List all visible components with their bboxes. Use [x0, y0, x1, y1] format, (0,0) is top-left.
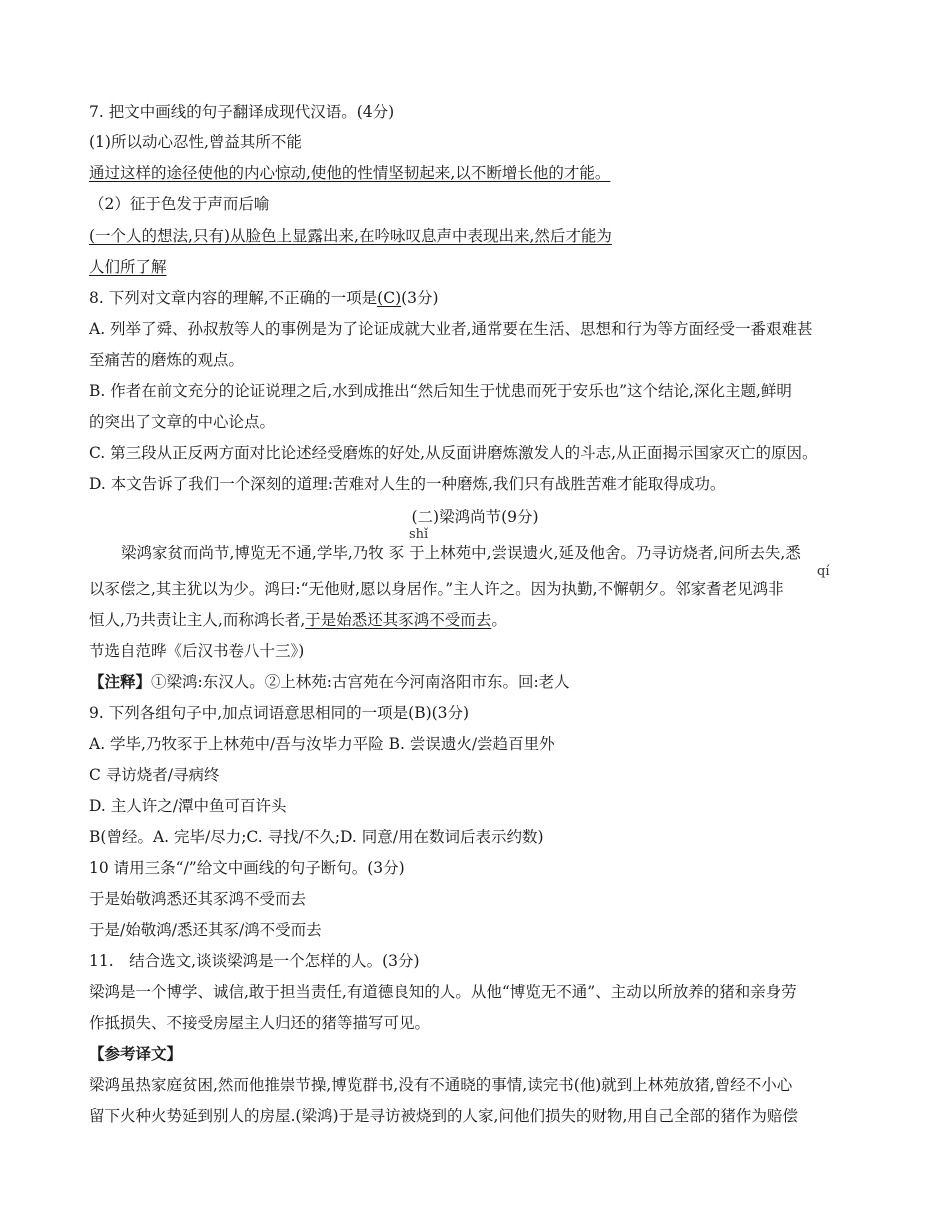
q9-option-c: C 寻访烧者/寻病终	[89, 766, 220, 784]
q8-option-b-line-1: B. 作者在前文充分的论证说理之后,水到成推出“然后知生于忧患而死于安乐也”这个结论,深化主题,鲜明	[89, 382, 792, 400]
translation-label-text: 【参考译文】	[89, 1044, 183, 1063]
note-label: 【注释】	[89, 672, 152, 691]
q8-option-a-line-2: 至痛苦的磨炼的观点。	[89, 351, 245, 369]
q7-sentence-1: (1)所以动心忍性,曾益其所不能	[89, 133, 302, 151]
passage-notes	[89, 671, 890, 693]
passage-line-2: 以豕偿之,其主犹以为少。鸿曰:“无他财,愿以身居作。”主人许之。因为执勤,不懈朝夕。邻家耆老见鸿非	[89, 580, 784, 598]
q9-option-d: D. 主人许之/潭中鱼可百许头	[89, 797, 287, 815]
q7-title: 7. 把文中画线的句子翻译成现代汉语。(4分)	[89, 103, 395, 121]
q8-option-b-line-2: 的突出了文章的中心论点。	[89, 413, 276, 431]
passage-line-3-post: 。	[491, 611, 507, 629]
passage-line-1: 梁鸿家贫而尚节,博览无不通,学毕,乃牧 豕 于上林苑中,尝误遗火,延及他舍。乃寻访烧者,问所去失,悉	[121, 544, 801, 562]
q9-options-ab: A. 学毕,乃牧豕于上林苑中/吾与汝毕力平险 B. 尝误遗火/尝趋百里外	[89, 735, 555, 753]
passage-line-3-pre: 恒人,乃共责让主人,而称鸿长者,	[89, 611, 306, 629]
q10-answer: 于是/始敬鸿/悉还其豕/鸿不受而去	[89, 921, 322, 939]
translation-line-1: 梁鸿虽热家庭贫困,然而他推崇节操,博览群书,没有不通晓的事情,读完书(他)就到上林苑放猪,曾经不小心	[89, 1076, 793, 1094]
q8-title-post: (3分)	[401, 289, 439, 307]
q11-answer-line-2: 作抵损失、不接受房屋主人归还的猪等描写可见。	[89, 1014, 431, 1032]
q9-title: 9. 下列各组句子中,加点词语意思相同的一项是(B)(3分)	[89, 704, 470, 722]
q7-answer-2-line-1	[89, 225, 890, 247]
q8-title	[89, 287, 890, 309]
translation-label	[89, 1043, 890, 1065]
passage-title: (二)梁鸿尚节(9分)	[411, 508, 539, 526]
q8-title-pre: 8. 下列对文章内容的理解,不正确的一项是	[89, 289, 378, 307]
q7-answer-1	[89, 162, 890, 184]
q7-answer-2-line-2-text: 人们所了解	[89, 258, 167, 276]
q7-answer-2-line-1-text: (一个人的想法,只有)从脸色上显露出来,在吟咏叹息声中表现出来,然后才能为	[89, 227, 612, 245]
q10-title: 10 请用三条“/”给文中画线的句子断句。(3分)	[89, 859, 405, 877]
passage-source: 节选自范晔《后汉书卷八十三》)	[89, 642, 305, 660]
q7-sentence-2: （2）征于色发于声而后喻	[89, 195, 270, 213]
q8-option-d: D. 本文告诉了我们一个深刻的道理:苦难对人生的一种磨炼,我们只有战胜苦难才能取得成功。	[89, 475, 726, 493]
q8-answer: (C)	[377, 289, 402, 307]
q9-answer: B(曾经。A. 完毕/尽力;C. 寻找/不久;D. 同意/用在数词后表示约数)	[89, 828, 544, 846]
q10-sentence: 于是始敬鸿悉还其豕鸿不受而去	[89, 890, 307, 908]
passage-underlined-sentence: 于是始悉还其豕鸿不受而去	[305, 611, 492, 629]
q8-option-c: C. 第三段从正反两方面对比论述经受磨炼的好处,从反面讲磨炼激发人的斗志,从正面揭示国家灭亡的原因。	[89, 444, 818, 462]
q8-option-a-line-1: A. 列举了舜、孙叔敖等人的事例是为了论证成就大业者,通常要在生活、思想和行为等方面经受一番艰难甚	[89, 320, 813, 338]
passage-pinyin-shi: shǐ	[409, 527, 429, 542]
q7-answer-1-text: 通过这样的途径使他的内心惊动,使他的性情坚韧起来,以不断增长他的才能。	[89, 164, 611, 182]
translation-line-2: 留下火种火势延到别人的房屋.(梁鸿)于是寻访被烧到的人家,问他们损失的财物,用自己全部的猪作为赔偿	[89, 1107, 798, 1125]
q7-answer-2-line-2	[89, 256, 890, 278]
q11-answer-line-1: 梁鸿是一个博学、诚信,敢于担当责任,有道德良知的人。从他“博览无不通”、主动以所放养的猪和亲身劳	[89, 983, 797, 1001]
note-text: ①梁鸿:东汉人。②上林苑:古宫苑在今河南洛阳市东。回:老人	[151, 673, 570, 691]
passage-line-3	[89, 609, 890, 631]
passage-pinyin-qi: qí	[817, 564, 830, 579]
q11-title: 11. 结合选文,谈谈梁鸿是一个怎样的人。(3分)	[89, 952, 420, 970]
